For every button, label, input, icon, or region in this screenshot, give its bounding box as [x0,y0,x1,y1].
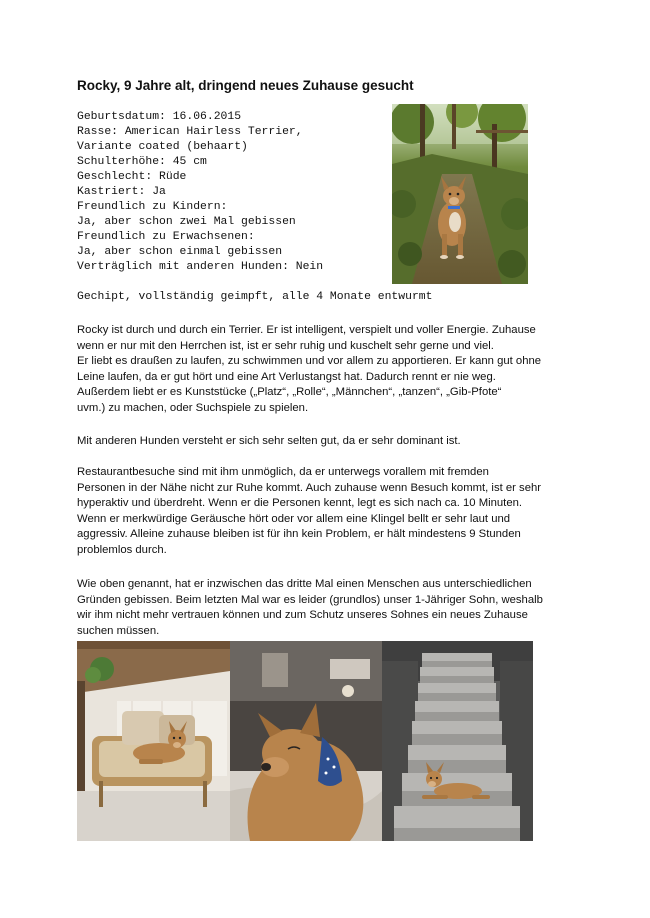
text-line: wir ihm nicht mehr vertrauen können und zum Schutz unseres Sohnes ein neues Zuhause [77,609,528,621]
text-line: Gründen gebissen. Beim letzten Mal war es leider (grundlos) unser 1-Jähriger Sohn, weshalb [77,593,543,606]
health-line: Gechipt, vollständig geimpft, alle 4 Monate entwurmt [77,291,433,303]
photo-dog-in-forest [392,104,528,284]
paragraph-behavior [77,465,572,558]
text-line: Er liebt es draußen zu laufen, zu schwimmen und vor allem zu apportieren. Er kann gut ohne [77,355,542,367]
photo-dog-on-bench [77,641,230,841]
text-line: Rocky ist durch und durch ein Terrier. Er ist intelligent, verspielt und voller Energie. Zuhause [77,324,536,336]
text-line: suchen müssen. [77,624,160,637]
fact-birthdate: Geburtsdatum: 16.06.2015 [77,111,242,123]
text-line: Wenn er merkwürdige Geräusche hört oder vor allem eine Klingel bellt er sehr laut und [77,512,511,525]
text-line: problemlos durch. [77,543,167,556]
text-line: Wie oben genannt, hat er inzwischen das dritte Mal einen Menschen aus unterschiedlichen [77,578,532,590]
fact-other-dogs: Verträglich mit anderen Hunden: Nein [77,261,324,273]
text-line: aggressiv. Alleine zuhause bleiben ist für ihn kein Problem, er hält mindestens 9 Stunden [77,528,521,540]
fact-adults-label: Freundlich zu Erwachsenen: [77,231,255,243]
text-line: hyperaktiv und überdreht. Wenn er die Personen kennt, legt es sich nach ca. 10 Minuten. [77,497,523,509]
text-line: Restaurantbesuche sind mit ihm unmöglich, da er unterwegs vorallem mit fremden [77,466,489,478]
fact-neutered: Kastriert: Ja [77,186,166,198]
text-line: uvm.) zu machen, oder Suchspiele zu spielen. [77,401,309,414]
photo-dog-closeup [230,641,382,841]
fact-sex: Geschlecht: Rüde [77,171,187,183]
fact-adults-value: Ja, aber schon einmal gebissen [77,246,283,258]
fact-shoulder-height: Schulterhöhe: 45 cm [77,156,207,168]
text-line: Mit anderen Hunden versteht er sich sehr selten gut, da er sehr dominant ist. [77,435,461,447]
text-line: Personen in der Nähe nicht zur Ruhe kommt. Auch zuhause wenn Besuch kommt, ist er sehr [77,481,542,494]
fact-children-value: Ja, aber schon zwei Mal gebissen [77,216,296,228]
paragraph-other-dogs [77,434,572,450]
fact-variant: Variante coated (behaart) [77,141,248,153]
fact-children-label: Freundlich zu Kindern: [77,201,228,213]
text-line: Leine laufen, da er gut hört und eine Art Verlustangst hat. Dadurch rennt er nie weg. [77,370,496,383]
text-line: wenn er nur mit den Herrchen ist, ist er sehr ruhig und kuschelt sehr gerne und viel. [77,339,494,352]
text-line: Außerdem liebt er es Kunststücke („Platz“, „Rolle“, „Männchen“, „tanzen“, „Gib-Pfote“ [77,386,502,398]
paragraph-personality [77,323,572,416]
document-title: Rocky, 9 Jahre alt, dringend neues Zuhause gesucht [77,78,414,93]
photo-dog-on-stairs [382,641,533,841]
paragraph-reason [77,577,572,639]
fact-breed: Rasse: American Hairless Terrier, [77,126,303,138]
dog-facts-list [77,110,382,275]
